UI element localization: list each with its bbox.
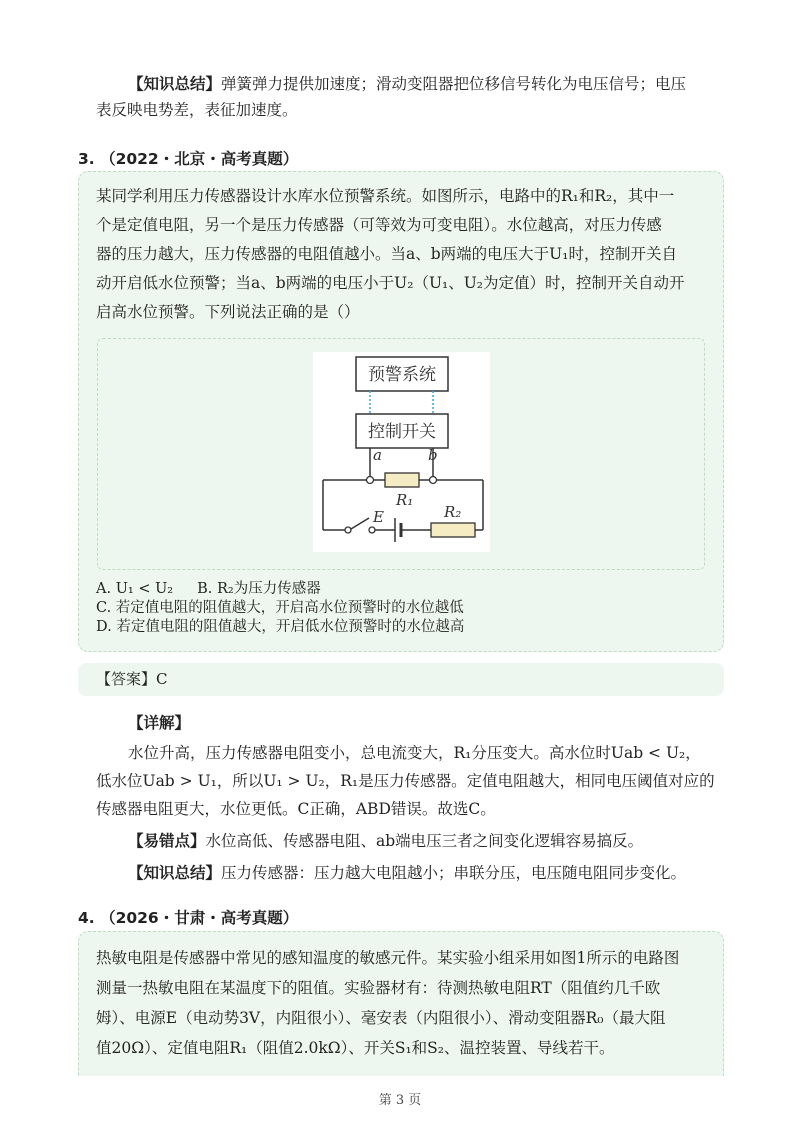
mistake-line <box>128 827 643 855</box>
knowledge-summary-text: 压力传感器：压力越大电阻越小；串联分压，电压随电阻同步变化。 <box>221 864 687 882</box>
terminal-b-label: b <box>428 446 438 464</box>
option-b-text: B. R₂为压力传感器 <box>197 581 321 597</box>
terminal-a-label: a <box>373 446 382 464</box>
knowledge-summary-line <box>128 859 686 887</box>
summary-tag: 【知识总结】 <box>128 74 222 93</box>
option-a-text: A. U₁ < U₂ <box>96 581 174 597</box>
question-3-header: 3. （2022・北京・高考真题） <box>78 150 299 168</box>
r1-label: R₁ <box>396 491 414 509</box>
question-4-stem-2: 测量一热敏电阻在某温度下的阻值。实验器材有：待测热敏电阻RT（阻值约几千欧 <box>96 979 661 997</box>
summary-text: 弹簧弹力提供加速度；滑动变阻器把位移信号转化为电压信号；电压 <box>221 75 687 93</box>
question-4-header: 4. （2026・甘肃・高考真题） <box>78 909 299 927</box>
mistake-text: 水位高低、传感器电阻、ab端电压三者之间变化逻辑容易搞反。 <box>205 832 644 850</box>
circuit-diagram <box>313 352 490 552</box>
source-e-label: E <box>373 508 384 526</box>
page-number: 第 3 页 <box>378 1093 422 1108</box>
question-3-stem-2: 个是定值电阻，另一个是压力传感器（可等效为可变电阻）。水位越高，对压力传感 <box>96 216 662 234</box>
option-c: C. 若定值电阻的阻值越大，开启高水位预警时的水位越低 <box>96 600 464 616</box>
answer-bar: 【答案】C <box>78 663 724 696</box>
control-switch-label: 控制开关 <box>368 422 436 442</box>
detail-tag: 【详解】 <box>128 713 191 732</box>
question-4-stem-3: 姆）、电源E（电动势3V，内阻很小）、毫安表（内阻很小）、滑动变阻器R₀（最大阻 <box>96 1009 666 1027</box>
top-summary-line2: 表反映电势差，表征加速度。 <box>96 101 298 119</box>
question-3-stem-4: 动开启低水位预警；当a、b两端的电压小于U₂（U₁、U₂为定值）时，控制开关自动开 <box>96 274 685 292</box>
question-4-stem-1: 热敏电阻是传感器中常见的感知温度的敏感元件。某实验小组采用如图1所示的电路图 <box>96 949 680 967</box>
top-summary <box>128 70 728 98</box>
resistor-r1 <box>385 473 419 487</box>
resistor-r2 <box>431 523 475 537</box>
detail-line-2: 低水位Uab > U₁，所以U₁ > U₂，R₁是压力传感器。定值电阻越大，相同电压阈值对应的 <box>96 772 715 790</box>
option-a <box>96 580 321 599</box>
mistake-tag: 【易错点】 <box>128 831 206 850</box>
r2-label: R₂ <box>444 503 462 521</box>
question-3-stem-1: 某同学利用压力传感器设计水库水位预警系统。如图所示，电路中的R₁和R₂，其中一 <box>96 187 675 205</box>
question-3-stem-3: 器的压力越大，压力传感器的电阻值越小。当a、b两端的电压大于U₁时，控制开关自 <box>96 245 677 263</box>
detail-line-3: 传感器电阻更大，水位更低。C正确，ABD错误。故选C。 <box>96 800 496 818</box>
warning-system-label: 预警系统 <box>368 365 436 385</box>
detail-line-1: 水位升高，压力传感器电阻变小，总电流变大，R₁分压变大。高水位时Uab < U₂， <box>128 744 701 762</box>
option-d: D. 若定值电阻的阻值越大，开启低水位预警时的水位越高 <box>96 619 465 635</box>
question-3-stem-5: 启高水位预警。下列说法正确的是（） <box>96 303 360 321</box>
question-4-stem-4: 值20Ω）、定值电阻R₁（阻值2.0kΩ）、开关S₁和S₂、温控装置、导线若干。 <box>96 1039 615 1057</box>
knowledge-summary-tag: 【知识总结】 <box>128 863 222 882</box>
